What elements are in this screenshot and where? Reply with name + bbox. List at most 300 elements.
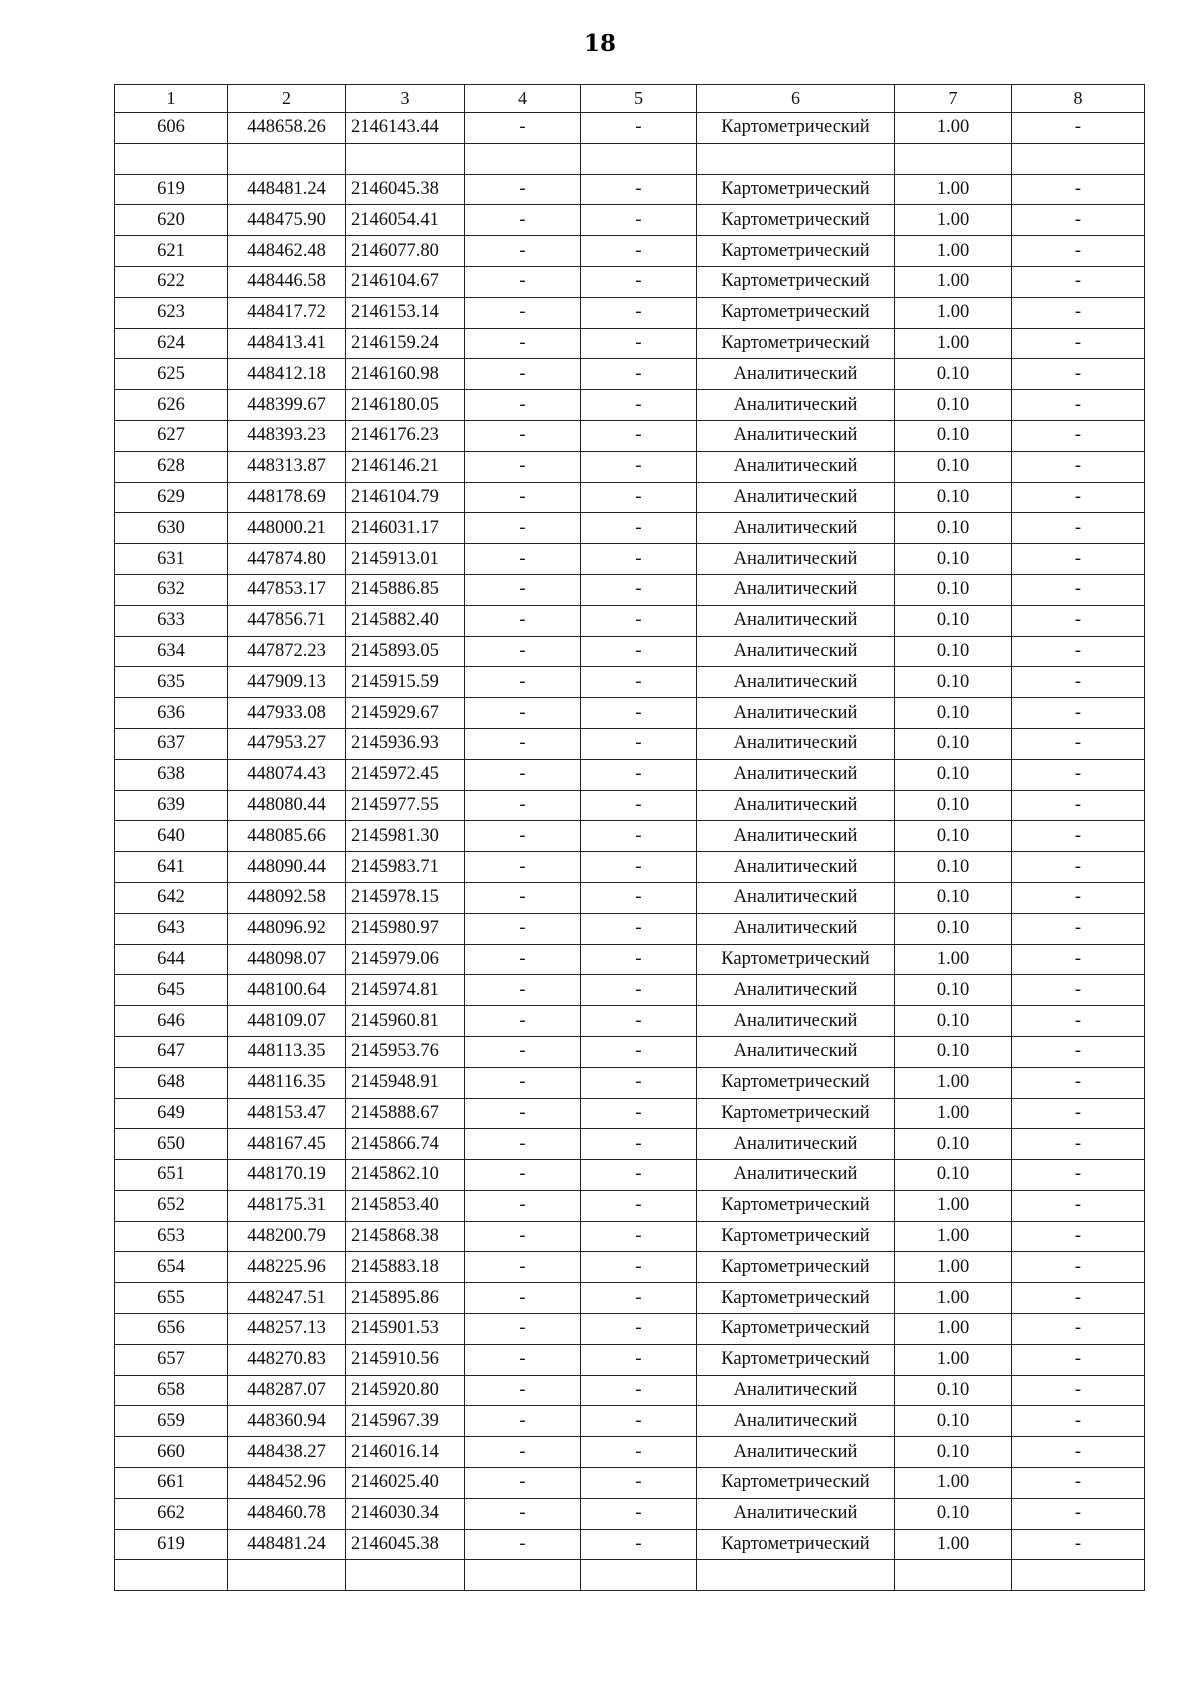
cell-accuracy: 0.10	[895, 1437, 1012, 1468]
cell-col5: -	[581, 1375, 697, 1406]
cell-method	[697, 143, 895, 174]
cell-col4: -	[465, 1529, 581, 1560]
table-row	[115, 1406, 1145, 1437]
cell-accuracy: 0.10	[895, 698, 1012, 729]
cell-col5: -	[581, 1006, 697, 1037]
cell-point-number: 636	[115, 698, 228, 729]
cell-y-coordinate: 2145953.76	[346, 1036, 465, 1067]
cell-col4: -	[465, 698, 581, 729]
cell-method: Аналитический	[697, 1498, 895, 1529]
cell-method: Аналитический	[697, 1160, 895, 1191]
table-row	[115, 513, 1145, 544]
cell-method: Аналитический	[697, 1006, 895, 1037]
cell-x-coordinate: 448096.92	[228, 913, 346, 944]
table-row	[115, 852, 1145, 883]
cell-x-coordinate: 448116.35	[228, 1067, 346, 1098]
cell-x-coordinate: 448167.45	[228, 1129, 346, 1160]
table-row	[115, 390, 1145, 421]
cell-y-coordinate: 2146180.05	[346, 390, 465, 421]
cell-accuracy: 0.10	[895, 1129, 1012, 1160]
table-row	[115, 574, 1145, 605]
cell-x-coordinate: 448074.43	[228, 759, 346, 790]
cell-col8: -	[1012, 944, 1145, 975]
cell-method: Аналитический	[697, 882, 895, 913]
cell-x-coordinate	[228, 1560, 346, 1591]
cell-y-coordinate: 2145977.55	[346, 790, 465, 821]
cell-accuracy: 0.10	[895, 513, 1012, 544]
cell-accuracy: 0.10	[895, 1006, 1012, 1037]
cell-accuracy: 1.00	[895, 113, 1012, 144]
cell-accuracy: 0.10	[895, 482, 1012, 513]
cell-col5: -	[581, 482, 697, 513]
coordinates-table	[114, 84, 1145, 1591]
cell-col4: -	[465, 451, 581, 482]
cell-col5: -	[581, 1437, 697, 1468]
cell-col8: -	[1012, 605, 1145, 636]
cell-col5: -	[581, 759, 697, 790]
cell-col5: -	[581, 1036, 697, 1067]
cell-method: Картометрический	[697, 266, 895, 297]
cell-y-coordinate	[346, 143, 465, 174]
cell-accuracy: 0.10	[895, 544, 1012, 575]
cell-accuracy: 0.10	[895, 1406, 1012, 1437]
cell-accuracy: 0.10	[895, 574, 1012, 605]
cell-col8: -	[1012, 1067, 1145, 1098]
cell-col4	[465, 1560, 581, 1591]
cell-accuracy: 1.00	[895, 1344, 1012, 1375]
cell-col5: -	[581, 328, 697, 359]
cell-col8: -	[1012, 205, 1145, 236]
cell-x-coordinate: 448417.72	[228, 297, 346, 328]
cell-method: Картометрический	[697, 1529, 895, 1560]
cell-col8: -	[1012, 790, 1145, 821]
cell-col5: -	[581, 698, 697, 729]
cell-accuracy: 1.00	[895, 1468, 1012, 1499]
cell-method: Аналитический	[697, 1036, 895, 1067]
cell-point-number: 619	[115, 1529, 228, 1560]
cell-col5	[581, 143, 697, 174]
cell-method: Картометрический	[697, 205, 895, 236]
cell-col8: -	[1012, 390, 1145, 421]
cell-col8: -	[1012, 636, 1145, 667]
cell-y-coordinate: 2146016.14	[346, 1437, 465, 1468]
cell-method: Аналитический	[697, 513, 895, 544]
table-body	[115, 85, 1145, 1591]
cell-y-coordinate: 2145888.67	[346, 1098, 465, 1129]
cell-col4: -	[465, 1437, 581, 1468]
cell-method: Аналитический	[697, 605, 895, 636]
cell-col5: -	[581, 390, 697, 421]
cell-col5: -	[581, 1468, 697, 1499]
cell-y-coordinate: 2145983.71	[346, 852, 465, 883]
cell-x-coordinate: 448393.23	[228, 420, 346, 451]
cell-accuracy: 0.10	[895, 821, 1012, 852]
cell-x-coordinate: 448481.24	[228, 174, 346, 205]
cell-x-coordinate: 447909.13	[228, 667, 346, 698]
table-row	[115, 882, 1145, 913]
cell-col4: -	[465, 236, 581, 267]
cell-point-number: 621	[115, 236, 228, 267]
table-row	[115, 605, 1145, 636]
cell-method: Картометрический	[697, 1283, 895, 1314]
cell-col8: -	[1012, 1160, 1145, 1191]
cell-x-coordinate: 448200.79	[228, 1221, 346, 1252]
cell-x-coordinate: 448109.07	[228, 1006, 346, 1037]
cell-col8: -	[1012, 359, 1145, 390]
cell-x-coordinate: 448090.44	[228, 852, 346, 883]
table-row	[115, 420, 1145, 451]
cell-col5: -	[581, 882, 697, 913]
cell-col8: -	[1012, 913, 1145, 944]
cell-col4: -	[465, 944, 581, 975]
cell-y-coordinate: 2145853.40	[346, 1190, 465, 1221]
table-row	[115, 1129, 1145, 1160]
cell-col8: -	[1012, 1098, 1145, 1129]
cell-method: Картометрический	[697, 174, 895, 205]
cell-accuracy: 1.00	[895, 205, 1012, 236]
cell-method: Аналитический	[697, 1375, 895, 1406]
cell-method: Аналитический	[697, 698, 895, 729]
table-row	[115, 790, 1145, 821]
cell-x-coordinate: 448000.21	[228, 513, 346, 544]
table-row	[115, 205, 1145, 236]
cell-y-coordinate: 2146045.38	[346, 1529, 465, 1560]
cell-x-coordinate: 448270.83	[228, 1344, 346, 1375]
cell-point-number: 622	[115, 266, 228, 297]
cell-point-number: 606	[115, 113, 228, 144]
cell-col5: -	[581, 174, 697, 205]
cell-accuracy: 1.00	[895, 174, 1012, 205]
cell-y-coordinate: 2145893.05	[346, 636, 465, 667]
cell-col8: -	[1012, 113, 1145, 144]
cell-col8: -	[1012, 420, 1145, 451]
cell-accuracy: 0.10	[895, 636, 1012, 667]
cell-y-coordinate: 2145974.81	[346, 975, 465, 1006]
cell-y-coordinate: 2145882.40	[346, 605, 465, 636]
cell-point-number: 628	[115, 451, 228, 482]
cell-point-number: 654	[115, 1252, 228, 1283]
cell-x-coordinate: 448287.07	[228, 1375, 346, 1406]
cell-col5: -	[581, 1344, 697, 1375]
cell-x-coordinate: 448247.51	[228, 1283, 346, 1314]
cell-method: Картометрический	[697, 944, 895, 975]
cell-method: Аналитический	[697, 1406, 895, 1437]
cell-accuracy: 1.00	[895, 1067, 1012, 1098]
table-row	[115, 1437, 1145, 1468]
cell-method: Картометрический	[697, 328, 895, 359]
cell-method: Картометрический	[697, 1468, 895, 1499]
cell-y-coordinate: 2145862.10	[346, 1160, 465, 1191]
cell-col8: -	[1012, 1498, 1145, 1529]
cell-x-coordinate: 448170.19	[228, 1160, 346, 1191]
header-cell-4: 4	[465, 85, 581, 113]
cell-col4: -	[465, 328, 581, 359]
cell-col4: -	[465, 667, 581, 698]
cell-y-coordinate: 2146077.80	[346, 236, 465, 267]
cell-col4	[465, 143, 581, 174]
cell-method: Картометрический	[697, 297, 895, 328]
header-cell-5: 5	[581, 85, 697, 113]
cell-col4: -	[465, 821, 581, 852]
cell-x-coordinate: 447872.23	[228, 636, 346, 667]
cell-point-number: 619	[115, 174, 228, 205]
cell-col5: -	[581, 1221, 697, 1252]
cell-col5: -	[581, 1283, 697, 1314]
cell-col4: -	[465, 1098, 581, 1129]
cell-y-coordinate: 2145980.97	[346, 913, 465, 944]
cell-x-coordinate: 448313.87	[228, 451, 346, 482]
table-row	[115, 174, 1145, 205]
table-row	[115, 975, 1145, 1006]
cell-method: Аналитический	[697, 667, 895, 698]
cell-x-coordinate: 448413.41	[228, 328, 346, 359]
cell-col5: -	[581, 728, 697, 759]
cell-method: Аналитический	[697, 451, 895, 482]
table-row	[115, 236, 1145, 267]
cell-point-number	[115, 1560, 228, 1591]
cell-y-coordinate: 2145920.80	[346, 1375, 465, 1406]
cell-col5: -	[581, 944, 697, 975]
cell-x-coordinate: 448481.24	[228, 1529, 346, 1560]
cell-x-coordinate: 448085.66	[228, 821, 346, 852]
cell-y-coordinate: 2145895.86	[346, 1283, 465, 1314]
cell-x-coordinate: 448412.18	[228, 359, 346, 390]
cell-point-number: 660	[115, 1437, 228, 1468]
cell-accuracy: 0.10	[895, 975, 1012, 1006]
cell-accuracy: 1.00	[895, 1283, 1012, 1314]
cell-col4: -	[465, 1129, 581, 1160]
cell-col4: -	[465, 1498, 581, 1529]
cell-col8: -	[1012, 698, 1145, 729]
cell-col4: -	[465, 1006, 581, 1037]
cell-method: Картометрический	[697, 1067, 895, 1098]
cell-col8: -	[1012, 1006, 1145, 1037]
cell-col4: -	[465, 482, 581, 513]
cell-col8: -	[1012, 236, 1145, 267]
cell-col5: -	[581, 667, 697, 698]
cell-point-number: 643	[115, 913, 228, 944]
table-row	[115, 1283, 1145, 1314]
cell-col4: -	[465, 113, 581, 144]
cell-method: Аналитический	[697, 544, 895, 575]
cell-method: Картометрический	[697, 1314, 895, 1345]
cell-col4: -	[465, 975, 581, 1006]
cell-y-coordinate: 2145936.93	[346, 728, 465, 759]
cell-col5: -	[581, 975, 697, 1006]
cell-col5: -	[581, 205, 697, 236]
cell-col8: -	[1012, 174, 1145, 205]
cell-accuracy: 1.00	[895, 1098, 1012, 1129]
table-row	[115, 451, 1145, 482]
cell-y-coordinate: 2146054.41	[346, 205, 465, 236]
cell-y-coordinate: 2146031.17	[346, 513, 465, 544]
cell-point-number: 632	[115, 574, 228, 605]
cell-accuracy: 0.10	[895, 605, 1012, 636]
cell-method: Аналитический	[697, 852, 895, 883]
cell-col5: -	[581, 1160, 697, 1191]
cell-accuracy: 1.00	[895, 328, 1012, 359]
cell-col5: -	[581, 636, 697, 667]
cell-y-coordinate: 2146146.21	[346, 451, 465, 482]
cell-method: Картометрический	[697, 113, 895, 144]
cell-x-coordinate: 447856.71	[228, 605, 346, 636]
cell-y-coordinate: 2145886.85	[346, 574, 465, 605]
cell-y-coordinate: 2146045.38	[346, 174, 465, 205]
cell-col4: -	[465, 790, 581, 821]
cell-point-number	[115, 143, 228, 174]
table-row	[115, 1498, 1145, 1529]
cell-col8: -	[1012, 1221, 1145, 1252]
cell-col5: -	[581, 359, 697, 390]
cell-x-coordinate: 448100.64	[228, 975, 346, 1006]
table-row	[115, 944, 1145, 975]
table-row	[115, 636, 1145, 667]
cell-col8: -	[1012, 1129, 1145, 1160]
cell-point-number: 639	[115, 790, 228, 821]
table-row	[115, 1190, 1145, 1221]
cell-col5: -	[581, 297, 697, 328]
cell-point-number: 642	[115, 882, 228, 913]
cell-col5: -	[581, 236, 697, 267]
cell-y-coordinate: 2145981.30	[346, 821, 465, 852]
cell-y-coordinate: 2146176.23	[346, 420, 465, 451]
cell-accuracy: 0.10	[895, 1375, 1012, 1406]
cell-col8: -	[1012, 759, 1145, 790]
cell-col8: -	[1012, 1406, 1145, 1437]
header-cell-1: 1	[115, 85, 228, 113]
cell-point-number: 631	[115, 544, 228, 575]
cell-x-coordinate: 447853.17	[228, 574, 346, 605]
cell-point-number: 623	[115, 297, 228, 328]
cell-col8: -	[1012, 544, 1145, 575]
cell-point-number: 620	[115, 205, 228, 236]
cell-y-coordinate: 2145913.01	[346, 544, 465, 575]
cell-y-coordinate: 2145967.39	[346, 1406, 465, 1437]
cell-point-number: 629	[115, 482, 228, 513]
cell-col4: -	[465, 174, 581, 205]
cell-col4: -	[465, 1468, 581, 1499]
cell-x-coordinate: 448360.94	[228, 1406, 346, 1437]
cell-col5: -	[581, 113, 697, 144]
table-row	[115, 1375, 1145, 1406]
cell-col5: -	[581, 1129, 697, 1160]
cell-point-number: 658	[115, 1375, 228, 1406]
cell-col4: -	[465, 1190, 581, 1221]
header-cell-6: 6	[697, 85, 895, 113]
cell-y-coordinate: 2146143.44	[346, 113, 465, 144]
cell-col4: -	[465, 266, 581, 297]
cell-point-number: 649	[115, 1098, 228, 1129]
cell-method: Аналитический	[697, 728, 895, 759]
header-cell-3: 3	[346, 85, 465, 113]
cell-col8: -	[1012, 1344, 1145, 1375]
cell-accuracy: 0.10	[895, 852, 1012, 883]
cell-method	[697, 1560, 895, 1591]
cell-col4: -	[465, 636, 581, 667]
cell-col5: -	[581, 1498, 697, 1529]
cell-point-number: 652	[115, 1190, 228, 1221]
cell-col4: -	[465, 728, 581, 759]
table-row	[115, 328, 1145, 359]
cell-point-number: 659	[115, 1406, 228, 1437]
cell-y-coordinate: 2146030.34	[346, 1498, 465, 1529]
cell-y-coordinate: 2145910.56	[346, 1344, 465, 1375]
cell-col4: -	[465, 1344, 581, 1375]
cell-col5: -	[581, 1529, 697, 1560]
cell-accuracy: 1.00	[895, 1529, 1012, 1560]
cell-col4: -	[465, 390, 581, 421]
cell-method: Картометрический	[697, 1221, 895, 1252]
cell-y-coordinate: 2146025.40	[346, 1468, 465, 1499]
cell-y-coordinate: 2146104.67	[346, 266, 465, 297]
cell-point-number: 662	[115, 1498, 228, 1529]
header-cell-8: 8	[1012, 85, 1145, 113]
cell-y-coordinate: 2146160.98	[346, 359, 465, 390]
cell-x-coordinate: 448175.31	[228, 1190, 346, 1221]
table-row	[115, 1529, 1145, 1560]
cell-point-number: 650	[115, 1129, 228, 1160]
cell-col4: -	[465, 882, 581, 913]
cell-col5: -	[581, 451, 697, 482]
cell-method: Аналитический	[697, 359, 895, 390]
cell-col5: -	[581, 1190, 697, 1221]
cell-col5: -	[581, 1067, 697, 1098]
table-row	[115, 143, 1145, 174]
cell-point-number: 637	[115, 728, 228, 759]
cell-method: Картометрический	[697, 1098, 895, 1129]
table-row	[115, 359, 1145, 390]
cell-col8: -	[1012, 852, 1145, 883]
cell-col8: -	[1012, 328, 1145, 359]
cell-accuracy: 1.00	[895, 1314, 1012, 1345]
cell-method: Аналитический	[697, 420, 895, 451]
cell-y-coordinate: 2145929.67	[346, 698, 465, 729]
cell-col8: -	[1012, 1375, 1145, 1406]
cell-point-number: 634	[115, 636, 228, 667]
cell-col8: -	[1012, 1437, 1145, 1468]
cell-x-coordinate	[228, 143, 346, 174]
cell-method: Аналитический	[697, 821, 895, 852]
table-row	[115, 1314, 1145, 1345]
cell-y-coordinate: 2145915.59	[346, 667, 465, 698]
table-row	[115, 913, 1145, 944]
cell-col4: -	[465, 1221, 581, 1252]
cell-method: Аналитический	[697, 390, 895, 421]
cell-col5	[581, 1560, 697, 1591]
cell-accuracy: 1.00	[895, 1190, 1012, 1221]
cell-x-coordinate: 448178.69	[228, 482, 346, 513]
cell-y-coordinate: 2145868.38	[346, 1221, 465, 1252]
cell-col5: -	[581, 913, 697, 944]
cell-point-number: 626	[115, 390, 228, 421]
cell-method: Аналитический	[697, 1437, 895, 1468]
cell-accuracy: 0.10	[895, 882, 1012, 913]
cell-point-number: 645	[115, 975, 228, 1006]
cell-col4: -	[465, 1160, 581, 1191]
cell-col4: -	[465, 1314, 581, 1345]
cell-col8: -	[1012, 1283, 1145, 1314]
cell-method: Аналитический	[697, 759, 895, 790]
cell-y-coordinate: 2146153.14	[346, 297, 465, 328]
cell-x-coordinate: 448080.44	[228, 790, 346, 821]
cell-point-number: 648	[115, 1067, 228, 1098]
cell-point-number: 644	[115, 944, 228, 975]
cell-accuracy: 0.10	[895, 667, 1012, 698]
cell-col4: -	[465, 420, 581, 451]
cell-col8: -	[1012, 451, 1145, 482]
cell-x-coordinate: 448658.26	[228, 113, 346, 144]
table-row	[115, 1160, 1145, 1191]
